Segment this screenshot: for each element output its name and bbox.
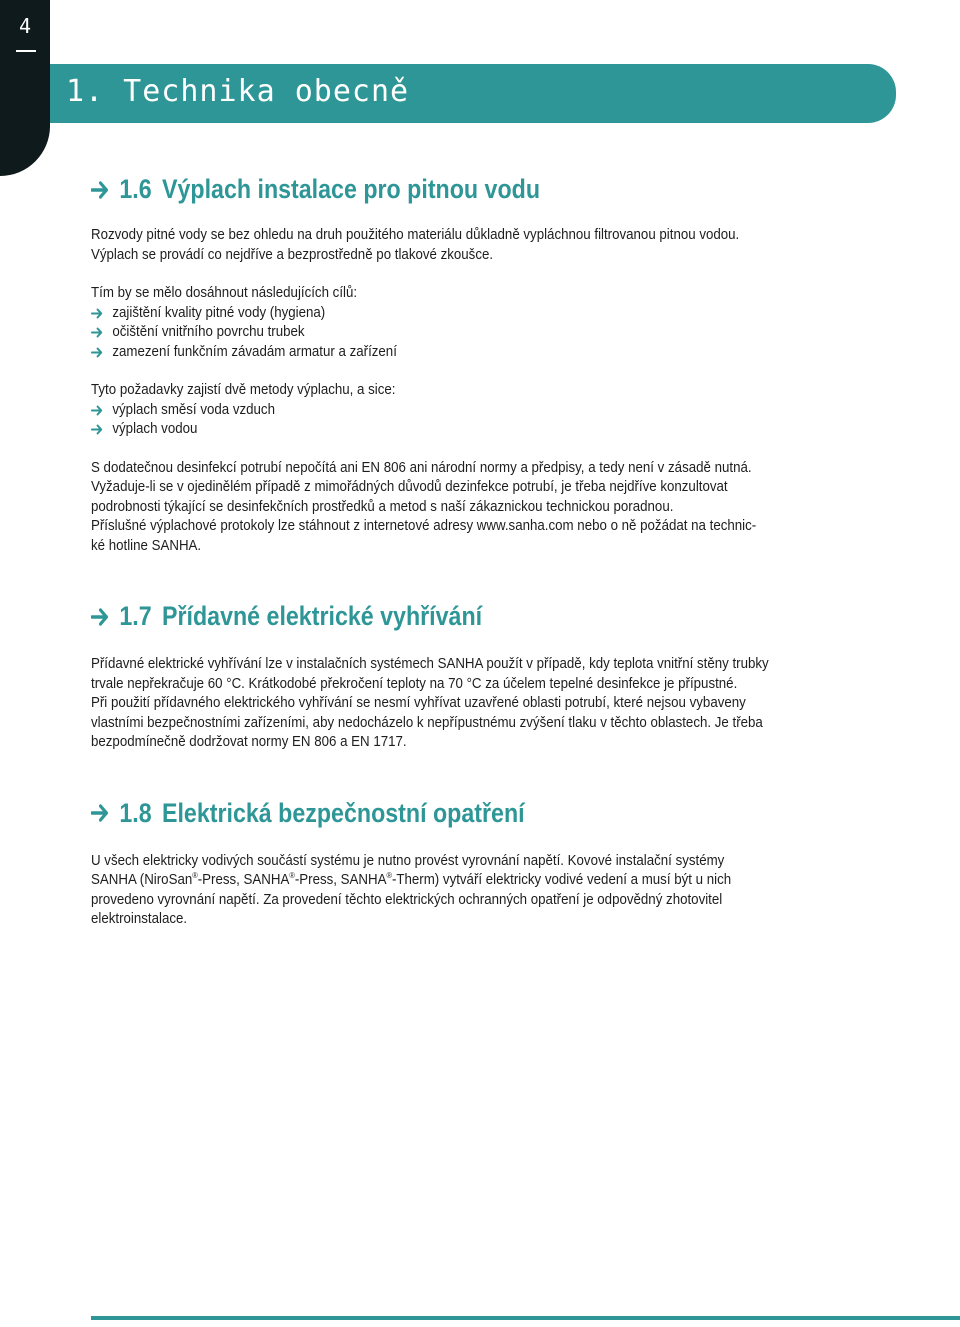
- section-title: Přídavné elektrické vyhřívání: [161, 601, 483, 631]
- goals-list: [91, 304, 891, 363]
- paragraph-line: provedeno vyrovnání napětí. Za provedení těchto elektrických ochranných opatření je odpovědný zhotovitel: [91, 891, 723, 908]
- paragraph-line: Vyžaduje-li se v ojedinělém případě z mimořádných důvodů dezinfekce potrubí, je třeba nejdříve konzultovat: [91, 479, 728, 495]
- methods-list: [91, 401, 891, 440]
- chapter-title: 1. Technika obecně: [66, 74, 410, 109]
- list-item-text: očištění vnitřního povrchu trubek: [112, 324, 305, 340]
- paragraph-line: elektroinstalace.: [91, 911, 188, 927]
- list-item-text: zajištění kvality pitné vody (hygiena): [112, 304, 326, 321]
- list-heading: Tím by se mělo dosáhnout následujících cílů:: [91, 285, 358, 301]
- paragraph-line: S dodatečnou desinfekcí potrubí nepočítá ani EN 806 ani národní normy a předpisy, a tedy není v zásadě nutná.: [91, 459, 752, 476]
- list-item-text: zamezení funkčním závadám armatur a zařízení: [112, 343, 397, 360]
- registered-mark: ®: [289, 871, 295, 881]
- list-item-text: výplach směsí voda vzduch: [112, 401, 275, 418]
- paragraph-line: Při použití přídavného elektrického vyhřívání se nesmí vyhřívat uzavřené oblasti potrubí, které nejsou vybaveny: [91, 695, 746, 711]
- list-item: [91, 343, 835, 363]
- arrow-right-icon: [91, 327, 104, 338]
- page-content: [91, 170, 891, 930]
- paragraph-line: Rozvody pitné vody se bez ohledu na druh použitého materiálu důkladně vypláchnou filtrovanou pitnou vodou.: [91, 227, 740, 243]
- section-heading: [91, 601, 779, 632]
- paragraph-line: Výplach se provádí co nejdříve a bezprostředně po tlakové zkoušce.: [91, 246, 494, 263]
- footer-rule: [91, 1316, 960, 1320]
- arrow-right-icon: [91, 347, 104, 358]
- list-item: [91, 304, 835, 324]
- list-heading: Tyto požadavky zajistí dvě metody výplachu, a sice:: [91, 382, 396, 398]
- paragraph-line: trvale nepřekračuje 60 °C. Krátkodobé překročení teploty na 70 °C za účelem tepelné desinfekce je přípustné.: [91, 675, 738, 692]
- page-corner-tab: [0, 0, 50, 176]
- registered-mark: ®: [386, 871, 392, 881]
- section-title: Elektrická bezpečnostní opatření: [161, 797, 525, 828]
- paragraph-line: podrobnosti týkající se desinfekčních prostředků a metod s naší zákaznickou technickou poradnou.: [91, 498, 674, 515]
- list-item: [91, 323, 835, 343]
- section-title: Výplach instalace pro pitnou vodu: [161, 174, 541, 204]
- paragraph-line: [91, 871, 731, 891]
- chapter-banner: [50, 64, 896, 123]
- arrow-right-icon: [91, 181, 110, 199]
- paragraph-line: ké hotline SANHA.: [91, 537, 202, 554]
- text-fragment: -Press, SANHA: [294, 872, 387, 888]
- paragraph-line: bezpodmínečně dodržovat normy EN 806 a EN 1717.: [91, 734, 407, 750]
- section-number: 1.6: [119, 174, 152, 204]
- paragraph-line: Příslušné výplachové protokoly lze stáhnout z internetové adresy www.sanha.com nebo o ně požádat na technic-: [91, 518, 757, 534]
- text-fragment: -Press, SANHA: [197, 872, 290, 888]
- section-number: 1.8: [119, 797, 152, 828]
- list-item-text: výplach vodou: [112, 421, 198, 437]
- registered-mark: ®: [192, 871, 198, 881]
- paragraph-line: U všech elektricky vodivých součástí systému je nutno provést vyrovnání napětí. Kovové instalační systémy: [91, 852, 725, 869]
- list-item: [91, 420, 835, 440]
- section-heading: [91, 174, 779, 205]
- paragraph-line: vlastními bezpečnostními zařízeními, aby nedocházelo k nepřípustnému zvýšení tlaku v těchto oblastech. Je třeba: [91, 714, 763, 731]
- paragraph-line: Přídavné elektrické vyhřívání lze v instalačních systémech SANHA použít v případě, kdy teplota vnitřní stěny trubky: [91, 656, 769, 672]
- arrow-right-icon: [91, 804, 110, 822]
- arrow-right-icon: [91, 308, 104, 319]
- section-number: 1.7: [119, 601, 152, 631]
- text-fragment: SANHA (NiroSan: [91, 872, 193, 888]
- arrow-right-icon: [91, 405, 104, 416]
- list-item: [91, 401, 835, 421]
- page-number-underline: [16, 50, 36, 52]
- text-fragment: -Therm) vytváří elektricky vodivé vedení a musí být u nich: [391, 872, 732, 888]
- page-number: 4: [18, 14, 32, 38]
- arrow-right-icon: [91, 608, 110, 626]
- section-heading: [91, 798, 779, 829]
- arrow-right-icon: [91, 424, 104, 435]
